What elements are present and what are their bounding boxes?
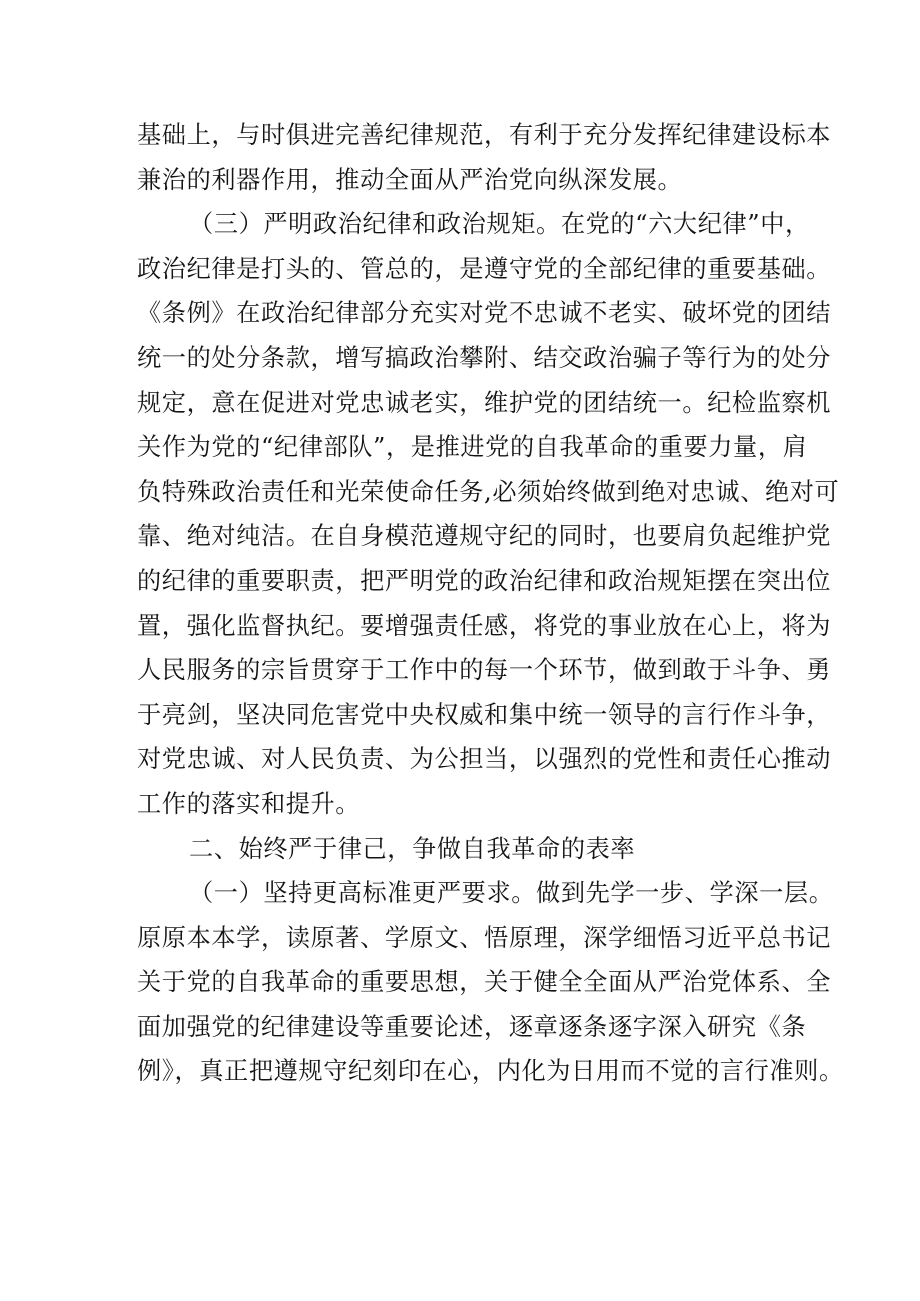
text-line: 《条例》在政治纪律部分充实对党不忠诚不老实、破坏党的团结 <box>137 299 832 328</box>
text-line: 规定，意在促进对党忠诚老实，维护党的团结统一。纪检监察机 <box>137 388 832 417</box>
text-line: 关作为党的“纪律部队”，是推进党的自我革命的重要力量，肩 <box>137 433 808 462</box>
text-line: 原原本本学，读原著、学原文、悟原理，深学细悟习近平总书记 <box>137 923 832 952</box>
text-line: 统一的处分条款，增写搞政治攀附、结交政治骗子等行为的处分 <box>137 343 832 372</box>
text-line: 置，强化监督执纪。要增强责任感，将党的事业放在心上，将为 <box>137 611 832 640</box>
text-line: 政治纪律是打头的、管总的，是遵守党的全部纪律的重要基础。 <box>137 254 832 283</box>
text-line: 人民服务的宗旨贯穿于工作中的每一个环节，做到敢于斗争、勇 <box>137 656 832 685</box>
text-line: （一）坚持更高标准更严要求。做到先学一步、学深一层。 <box>189 879 834 908</box>
text-line: 面加强党的纪律建设等重要论述，逐章逐条逐字深入研究《条 <box>137 1012 807 1041</box>
text-line: 例》，真正把遵规守纪刻印在心，内化为日用而不觉的言行准则。 <box>137 1057 844 1086</box>
text-line: 二、始终严于律己，争做自我革命的表率 <box>189 834 636 863</box>
text-line: 关于党的自我革命的重要思想，关于健全全面从严治党体系、全 <box>137 968 832 997</box>
text-line: 兼治的利器作用，推动全面从严治党向纵深发展。 <box>137 165 683 194</box>
text-line: 的纪律的重要职责，把严明党的政治纪律和政治规矩摆在突出位 <box>137 566 832 595</box>
text-line: 工作的落实和提升。 <box>137 789 361 818</box>
text-line: 于亮剑，坚决同危害党中央权威和集中统一领导的言行作斗争， <box>137 700 832 729</box>
text-line: 负特殊政治责任和光荣使命任务,必须始终做到绝对忠诚、绝对可 <box>137 477 840 506</box>
text-line: 靠、绝对纯洁。在自身模范遵规守纪的同时，也要肩负起维护党 <box>137 522 832 551</box>
text-line: 基础上，与时俱进完善纪律规范，有利于充分发挥纪律建设标本 <box>137 121 832 149</box>
text-line: 对党忠诚、对人民负责、为公担当，以强烈的党性和责任心推动 <box>137 745 832 774</box>
text-line: （三）严明政治纪律和政治规矩。在党的“六大纪律”中， <box>189 210 810 239</box>
document-body <box>137 113 844 1094</box>
